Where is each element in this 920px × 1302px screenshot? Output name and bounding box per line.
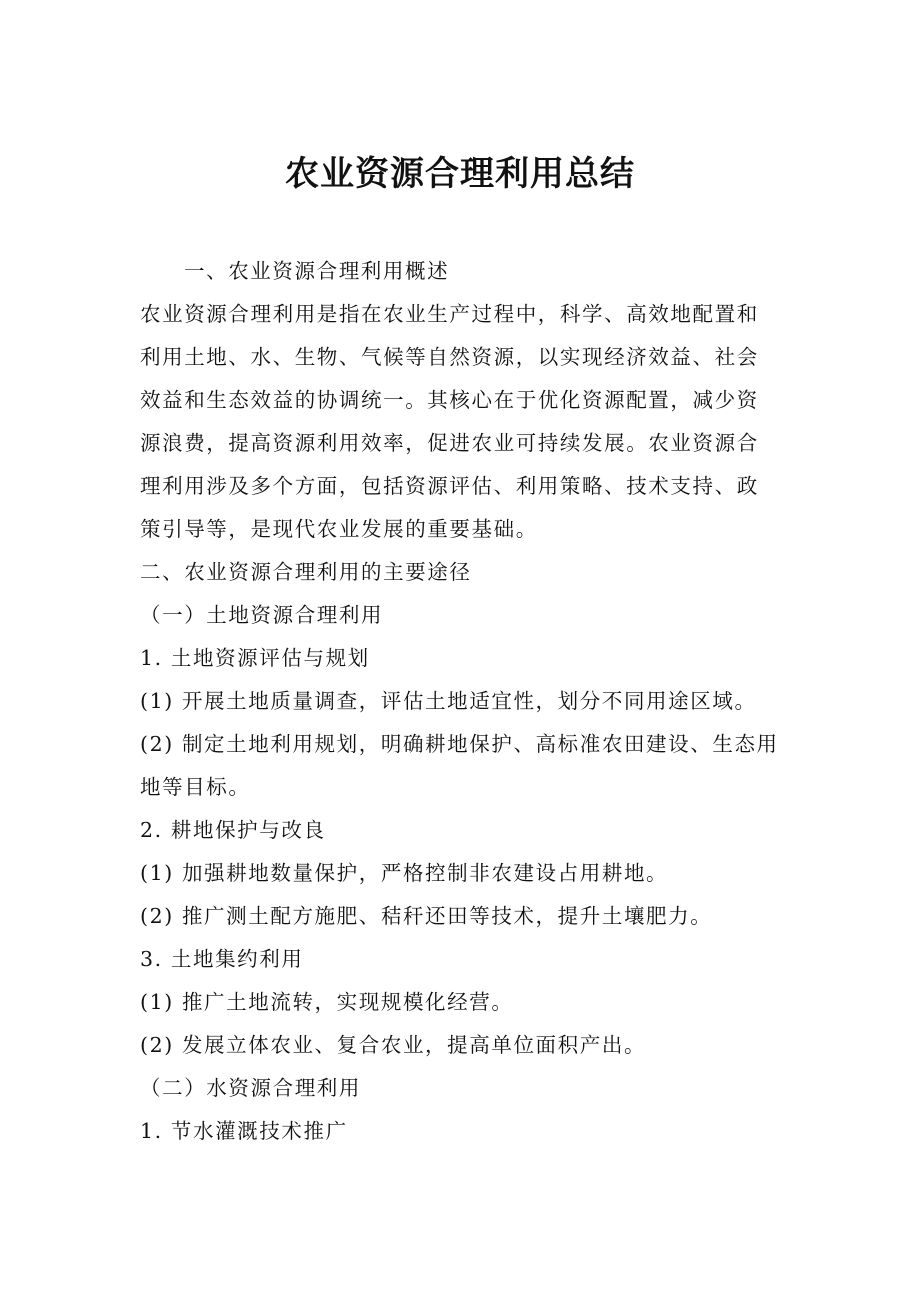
list-item-intensive-use: 3. 土地集约利用 — [140, 947, 304, 971]
list-item-land-survey: (1) 开展土地质量调查，评估土地适宜性，划分不同用途区域。 — [140, 689, 757, 713]
subsection-heading-land: （一）土地资源合理利用 — [140, 603, 384, 627]
overview-paragraph: 农业资源合理利用是指在农业生产过程中，科学、高效地配置和利用土地、水、生物、气候等自然资源，以实现经济效益、社会效益和生态效益的协调统一。其核心在于优化资源配置，减少资源浪费，提高资源利用效率，促进农业可持续发展。农业资源合理利用涉及多个方面，包括资源评估、利用策略、技术支持、政策引导等，是现代农业发展的重要基础。 — [140, 302, 759, 541]
list-item-land-assessment: 1. 土地资源评估与规划 — [140, 646, 370, 670]
list-item-farmland-protection: 2. 耕地保护与改良 — [140, 818, 326, 842]
list-item-stereo-agriculture: (2) 发展立体农业、复合农业，提高单位面积产出。 — [140, 1033, 647, 1057]
document-title: 农业资源合理利用总结 — [285, 154, 635, 194]
list-item-water-saving: 1. 节水灌溉技术推广 — [140, 1119, 348, 1143]
list-item-soil-fertility: (2) 推广测土配方施肥、秸秆还田等技术，提升土壤肥力。 — [140, 904, 713, 928]
list-item-land-transfer: (1) 推广土地流转，实现规模化经营。 — [140, 990, 514, 1014]
list-item-land-plan: (2) 制定土地利用规划，明确耕地保护、高标准农田建设、生态用地等目标。 — [140, 732, 779, 799]
subsection-heading-water: （二）水资源合理利用 — [140, 1076, 361, 1100]
document-body — [140, 250, 780, 1153]
section-heading-main-approaches: 二、农业资源合理利用的主要途径 — [140, 560, 472, 584]
list-item-farmland-quantity: (1) 加强耕地数量保护，严格控制非农建设占用耕地。 — [140, 861, 669, 885]
section-heading-overview: 一、农业资源合理利用概述 — [184, 259, 450, 283]
